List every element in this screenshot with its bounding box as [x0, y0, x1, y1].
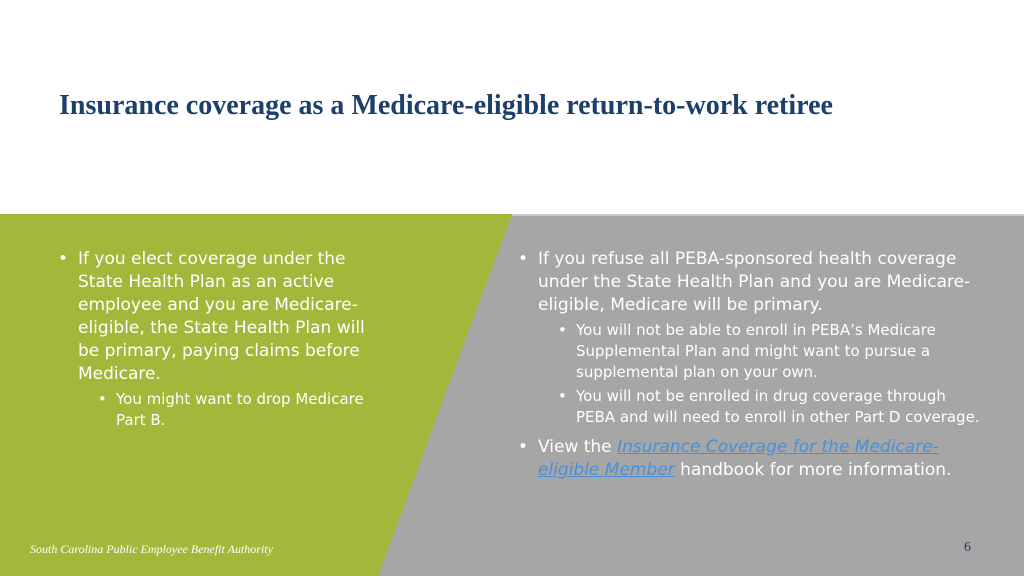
right-bullet-handbook — [516, 436, 986, 482]
handbook-link[interactable]: Insurance Coverage for the Medicare-eligible Member — [538, 437, 939, 480]
right-sub-bullet-supplemental: • You will not be able to enroll in PEBA’s Medicare Supplemental Plan and might want to pursue a supplemental plan on your own. — [516, 320, 986, 383]
right-bullet-refuse: • If you refuse all PEBA-sponsored health coverage under the State Health Plan and you are Medicare-eligible, Medicare will be primary. — [516, 248, 986, 317]
right-column — [516, 248, 986, 482]
left-bullet: • If you elect coverage under the State Health Plan as an active employee and you are Medicare-eligible, the State Health Plan will be primary, paying claims before Medicare. — [56, 248, 386, 386]
handbook-suffix: handbook for more information. — [674, 460, 952, 480]
handbook-prefix: View the — [538, 437, 618, 457]
footer-org: South Carolina Public Employee Benefit Authority — [30, 542, 273, 556]
page-number: 6 — [964, 540, 971, 555]
left-sub-bullet: • You might want to drop Medicare Part B. — [56, 389, 386, 431]
right-sub-bullet-drug: • You will not be enrolled in drug coverage through PEBA and will need to enroll in other Part D coverage. — [516, 386, 986, 428]
slide-title: Insurance coverage as a Medicare-eligible return-to-work retiree — [59, 90, 833, 121]
left-column — [56, 248, 386, 431]
